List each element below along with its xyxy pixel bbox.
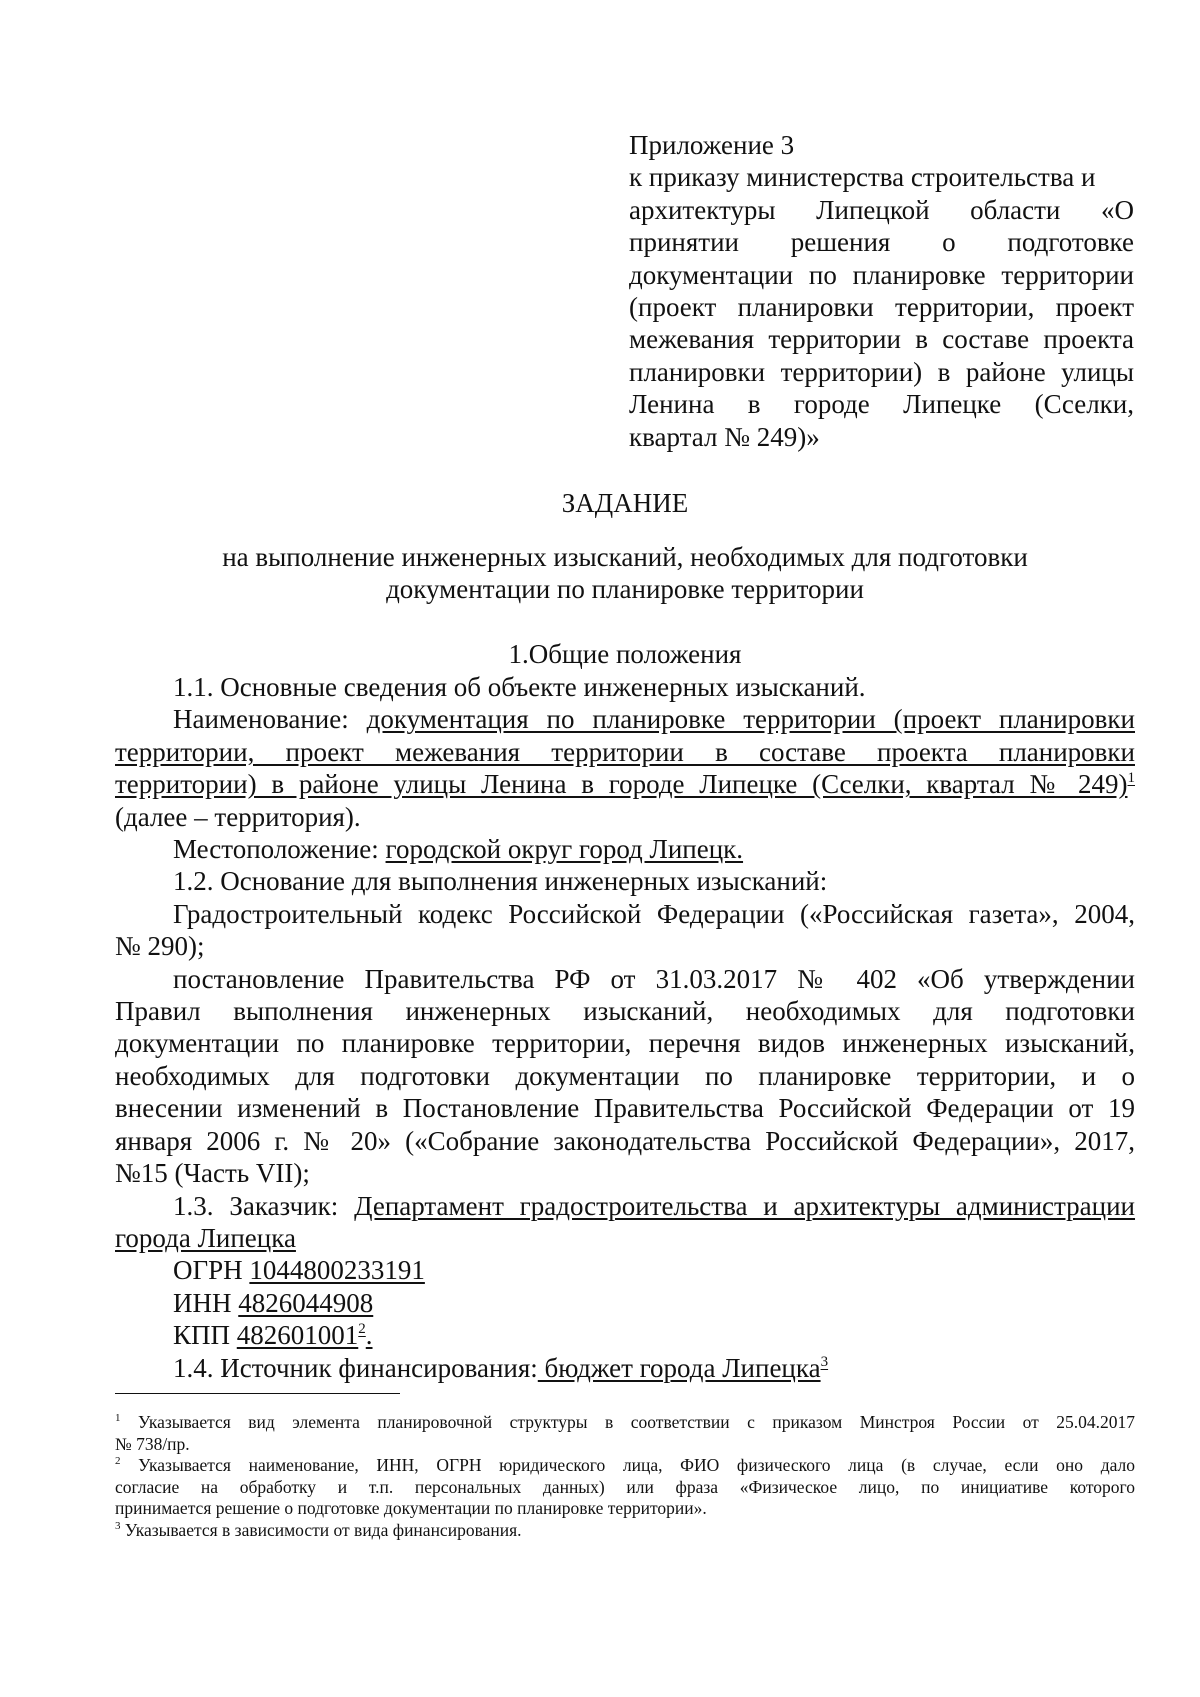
appendix-line: (проект планировки территории, проект	[629, 292, 1134, 323]
footnote-2	[115, 1455, 1135, 1477]
location-line	[115, 833, 1135, 865]
section-body	[115, 671, 1135, 1384]
funding-line	[115, 1352, 1135, 1384]
customer-line-1	[115, 1190, 1135, 1222]
ogrn-line	[115, 1254, 1135, 1286]
code-line-1: Градостроительный кодекс Российской Федерации («Российская газета», 2004,	[173, 898, 1135, 929]
footnote-2-cont: согласие на обработку и т.п. персональных данных) или фраза «Физическое лицо, по инициативе которого	[115, 1476, 1135, 1497]
clause-1-2: 1.2. Основание для выполнения инженерных изысканий:	[173, 866, 828, 897]
decree-line: №15 (Часть VII);	[115, 1158, 310, 1189]
document-title: ЗАДАНИЕ	[561, 488, 689, 518]
inn-line	[115, 1287, 1135, 1319]
customer-label: 1.3. Заказчик:	[173, 1190, 355, 1221]
footnote-ref[interactable]: 3	[820, 1353, 829, 1370]
appendix-line: к приказу министерства строительства и	[629, 162, 1096, 193]
footnote-1-cont: № 738/пр.	[115, 1433, 190, 1454]
inn-value: 4826044908	[238, 1287, 374, 1318]
footnote-number: 1	[115, 1412, 121, 1424]
decree-line: постановление Правительства РФ от 31.03.2017 № 402 «Об утверждении	[173, 963, 1135, 994]
decree-line: внесении изменений в Постановление Правительства Российской Федерации от 19	[115, 1093, 1135, 1124]
kpp-line	[115, 1319, 1135, 1351]
name-line-3	[115, 768, 1135, 800]
decree-line: документации по планировке территории, перечня видов инженерных изысканий,	[115, 1028, 1135, 1059]
footnote-ref[interactable]: 2	[358, 1321, 366, 1338]
funding-label: 1.4. Источник финансирования:	[173, 1352, 538, 1383]
appendix-line: Ленина в городе Липецке (Сселки,	[629, 389, 1134, 420]
location-label: Местоположение:	[173, 834, 386, 865]
code-line-2: № 290);	[115, 931, 205, 962]
customer-value: города Липецка	[115, 1222, 296, 1253]
ogrn-label: ОГРН	[173, 1255, 250, 1286]
ogrn-value: 1044800233191	[249, 1255, 425, 1286]
decree-line: Правил выполнения инженерных изысканий, необходимых для подготовки	[115, 996, 1135, 1027]
appendix-line: принятии решения о подготовке	[629, 227, 1134, 258]
footnote-2-cont: принимается решение о подготовке документации по планировке территории».	[115, 1498, 707, 1518]
footnote-number: 2	[115, 1455, 121, 1467]
footnote-1	[115, 1412, 1135, 1434]
footnote-text: Указывается в зависимости от вида финансирования.	[124, 1519, 522, 1540]
decree-line: января 2006 г. № 20» («Собрание законодательства Российской Федерации», 2017,	[115, 1125, 1135, 1156]
appendix-line: квартал № 249)»	[629, 421, 820, 452]
document-subtitle	[115, 541, 1135, 606]
footnote-text: Указывается наименование, ИНН, ОГРН юридического лица, ФИО физического лица (в случае, если оно дало	[138, 1455, 1136, 1475]
appendix-block	[629, 129, 1134, 453]
funding-value: бюджет города Липецка	[537, 1352, 821, 1383]
kpp-label: КПП	[173, 1320, 237, 1351]
name-label: Наименование:	[173, 704, 367, 735]
section-heading: 1.Общие положения	[508, 639, 742, 669]
appendix-line: архитектуры Липецкой области «О	[629, 194, 1134, 225]
footnote-divider	[115, 1393, 400, 1394]
appendix-line: документации по планировке территории	[629, 259, 1134, 290]
decree-line: необходимых для подготовки документации по планировке территории, и о	[115, 1060, 1135, 1091]
customer-value: Департамент градостроительства и архитектуры администрации	[354, 1190, 1136, 1221]
location-value: городской округ город Липецк.	[385, 834, 744, 865]
footnotes	[115, 1412, 1135, 1541]
appendix-line: планировки территории) в районе улицы	[629, 356, 1134, 387]
kpp-dot: .	[365, 1320, 373, 1351]
name-value: территории) в районе улицы Ленина в городе Липецке (Сселки, квартал № 249)	[115, 769, 1128, 800]
footnote-3	[115, 1520, 1135, 1542]
footnote-number: 3	[115, 1519, 121, 1532]
customer-line-2	[115, 1222, 1135, 1254]
subtitle-line: документации по планировке территории	[386, 574, 864, 605]
name-value: документация по планировке территории (проект планировки	[366, 704, 1135, 735]
appendix-line: межевания территории в составе проекта	[629, 324, 1134, 355]
inn-label: ИНН	[173, 1287, 239, 1318]
name-line-2: территории, проект межевания территории в составе проекта планировки	[115, 736, 1135, 767]
subtitle-line: на выполнение инженерных изысканий, необходимых для подготовки	[222, 542, 1028, 572]
appendix-line: Приложение 3	[629, 130, 795, 160]
footnote-ref[interactable]: 1	[1127, 770, 1135, 787]
name-line-1	[115, 703, 1135, 735]
kpp-value: 482601001	[236, 1320, 359, 1351]
name-tail: (далее – территория).	[115, 801, 361, 832]
footnote-text: Указывается вид элемента планировочной структуры в соответствии с приказом Минстроя России от 25.04.2017	[138, 1412, 1135, 1432]
clause-1-1: 1.1. Основные сведения об объекте инженерных изысканий.	[173, 672, 866, 702]
